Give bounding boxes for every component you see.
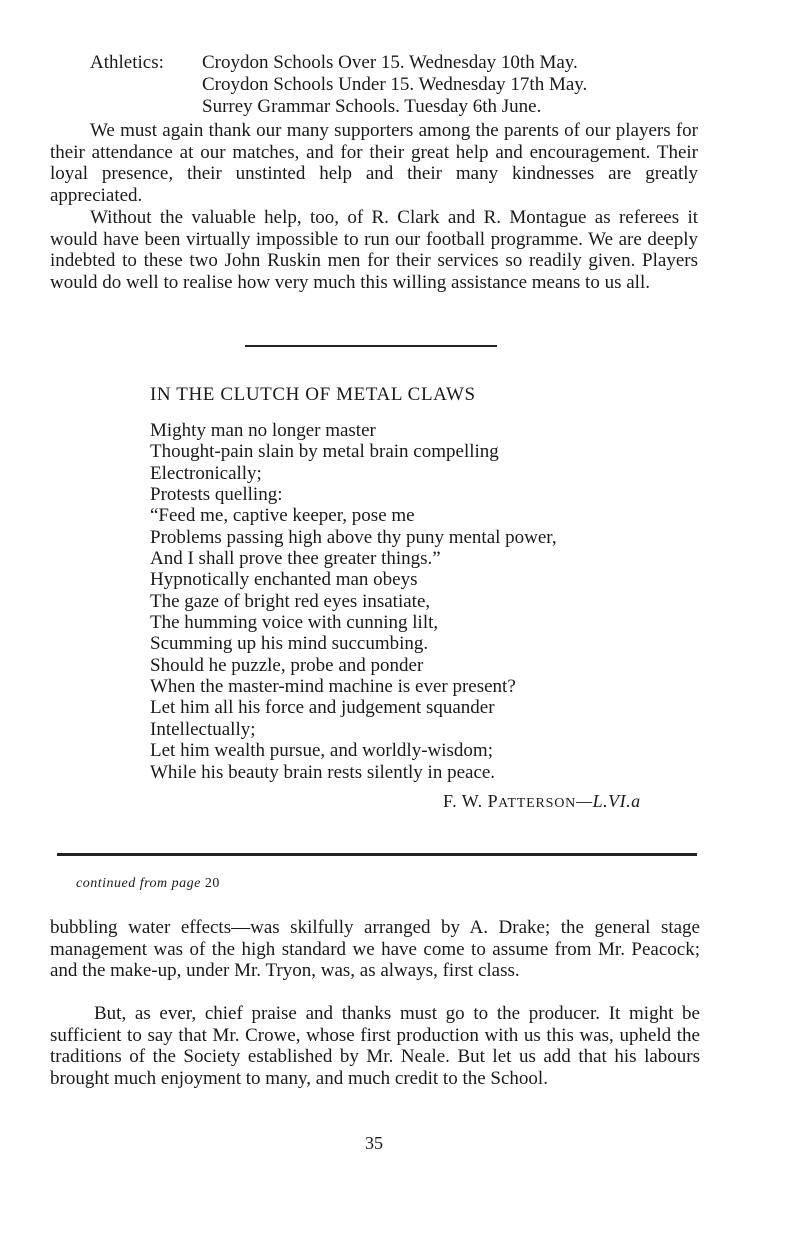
poem-line: When the master-mind machine is ever present?: [150, 676, 516, 698]
poem-line: The gaze of bright red eyes insatiate,: [150, 590, 431, 612]
fixture-row: [90, 74, 587, 96]
poem-line: Problems passing high above thy puny mental power,: [150, 526, 557, 548]
section-rule: [57, 853, 697, 856]
author-surname: ATTERSON: [498, 796, 577, 811]
poem-title: IN THE CLUTCH OF METAL CLAWS: [150, 384, 476, 405]
poem-line: While his beauty brain rests silently in peace.: [150, 761, 496, 783]
poem-line: Mighty man no longer master: [150, 420, 376, 441]
poem-line: Scumming up his mind succumbing.: [150, 633, 429, 655]
poem-line: Electronically;: [150, 462, 262, 484]
author-initials: F. W. P: [443, 791, 499, 811]
poem-line: “Feed me, captive keeper, pose me: [150, 505, 415, 527]
fixture-item: Croydon Schools Under 15. Wednesday 17th May.: [202, 74, 588, 95]
continued-text: continued from page: [76, 876, 201, 891]
author-form: —L.VI.a: [576, 791, 641, 811]
fixture-item: Croydon Schools Over 15. Wednesday 10th May.: [202, 52, 578, 73]
poem-line: Let him all his force and judgement squander: [150, 697, 495, 719]
play-paragraph: bubbling water effects—was skilfully arranged by A. Drake; the general stage management was of the high standard we have come to assume from Mr. Peacock; and the make-up, under Mr. Tryon, was, as always, first class.: [50, 917, 700, 981]
section-divider: [245, 345, 497, 347]
poem-line: Should he puzzle, probe and ponder: [150, 654, 424, 676]
thanks-paragraph: We must again thank our many supporters among the parents of our players for their attendance at our matches, and for their great help and encouragement. Their loyal presence, their unstinted help and their many kindnesses are greatly appreciated.: [50, 120, 698, 206]
poem-line: And I shall prove thee greater things.”: [150, 548, 441, 570]
poem-author: [443, 791, 641, 812]
fixture-row: [90, 52, 587, 74]
continued-note: [76, 876, 220, 892]
athletics-fixtures: [90, 52, 587, 118]
fixture-item: Surrey Grammar Schools. Tuesday 6th June.: [202, 96, 542, 117]
poem-body: [150, 420, 557, 783]
poem-line: Protests quelling:: [150, 484, 283, 506]
page-number: 35: [365, 1133, 383, 1153]
poem-line: Let him wealth pursue, and worldly-wisdom;: [150, 740, 493, 762]
referees-paragraph: Without the valuable help, too, of R. Clark and R. Montague as referees it would have been virtually impossible to run our football programme. We are deeply indebted to these two John Ruskin men for their services so readily given. Players would do well to realise how very much this willing assistance means to us all.: [50, 207, 698, 293]
poem-line: Hypnotically enchanted man obeys: [150, 569, 418, 591]
poem-line: The humming voice with cunning lilt,: [150, 612, 439, 634]
fixture-row: [90, 96, 587, 118]
play-paragraph: But, as ever, chief praise and thanks must go to the producer. It might be sufficient to say that Mr. Crowe, whose first production with us this was, upheld the traditions of the Society established by Mr. Neale. But let us add that his labours brought much enjoyment to many, and much credit to the School.: [50, 1003, 700, 1089]
poem-line: Intellectually;: [150, 718, 256, 740]
continued-page-number: 20: [204, 876, 220, 891]
poem-line: Thought-pain slain by metal brain compelling: [150, 441, 499, 463]
fixtures-label: Athletics:: [90, 52, 164, 73]
